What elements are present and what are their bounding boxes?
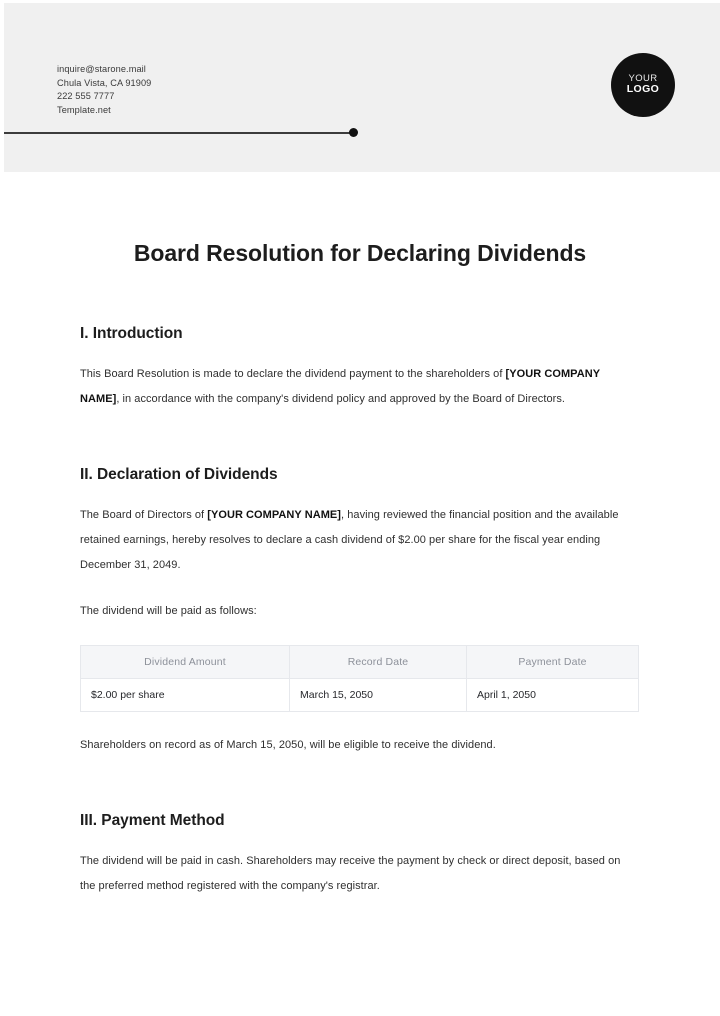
declaration-company-placeholder: [YOUR COMPANY NAME] xyxy=(207,509,342,521)
letterhead-band xyxy=(4,3,720,172)
intro-text-pre: This Board Resolution is made to declare the dividend payment to the shareholders of xyxy=(80,368,506,380)
table-intro-text: The dividend will be paid as follows: xyxy=(80,605,257,617)
contact-email: inquire@starone.mail xyxy=(57,64,146,74)
declaration-text-post: , having reviewed the financial position and the available retained earnings, hereby resolves to declare a cash dividend of $2.00 per share for the fiscal year ending December 31, 2049. xyxy=(80,509,619,571)
rule-end-dot-icon xyxy=(349,128,358,137)
section-heading-payment-method: III. Payment Method xyxy=(80,812,225,829)
table-header-record-date: Record Date xyxy=(290,646,467,679)
table-cell-record-date: March 15, 2050 xyxy=(290,679,467,712)
table-cell-dividend-amount: $2.00 per share xyxy=(81,679,290,712)
section-heading-declaration: II. Declaration of Dividends xyxy=(80,466,278,483)
section-heading-introduction: I. Introduction xyxy=(80,325,183,342)
section-paragraph-declaration xyxy=(80,503,638,578)
contact-address: Chula Vista, CA 91909 xyxy=(57,77,152,88)
company-logo xyxy=(611,53,675,117)
table-header-row xyxy=(81,646,639,679)
rule-line xyxy=(4,132,356,134)
declaration-text-pre: The Board of Directors of xyxy=(80,509,208,521)
table-row xyxy=(81,679,639,712)
contact-phone: 222 555 7777 xyxy=(57,91,115,102)
letterhead-rule xyxy=(4,127,364,139)
table-header-payment-date: Payment Date xyxy=(467,646,639,679)
contact-website: Template.net xyxy=(57,104,111,115)
section-paragraph-introduction xyxy=(80,362,638,412)
table-cell-payment-date: April 1, 2050 xyxy=(467,679,639,712)
page-title: Board Resolution for Declaring Dividends xyxy=(133,240,587,266)
logo-text-top: YOUR xyxy=(628,73,658,85)
section-paragraph-payment-method: The dividend will be paid in cash. Shareholders may receive the payment by check or direct deposit, based on the preferred method registered with the company's registrar. xyxy=(80,855,621,892)
company-contact-block xyxy=(57,63,151,117)
document-body xyxy=(80,325,638,899)
logo-text-bottom: LOGO xyxy=(626,83,660,96)
intro-text-post: , in accordance with the company's dividend policy and approved by the Board of Directors. xyxy=(116,393,565,405)
table-header-dividend-amount: Dividend Amount xyxy=(81,646,290,679)
dividend-schedule-table xyxy=(80,645,639,712)
table-note-text: Shareholders on record as of March 15, 2050, will be eligible to receive the dividend. xyxy=(80,739,496,751)
intro-company-placeholder: [YOUR COMPANY NAME] xyxy=(80,368,600,405)
